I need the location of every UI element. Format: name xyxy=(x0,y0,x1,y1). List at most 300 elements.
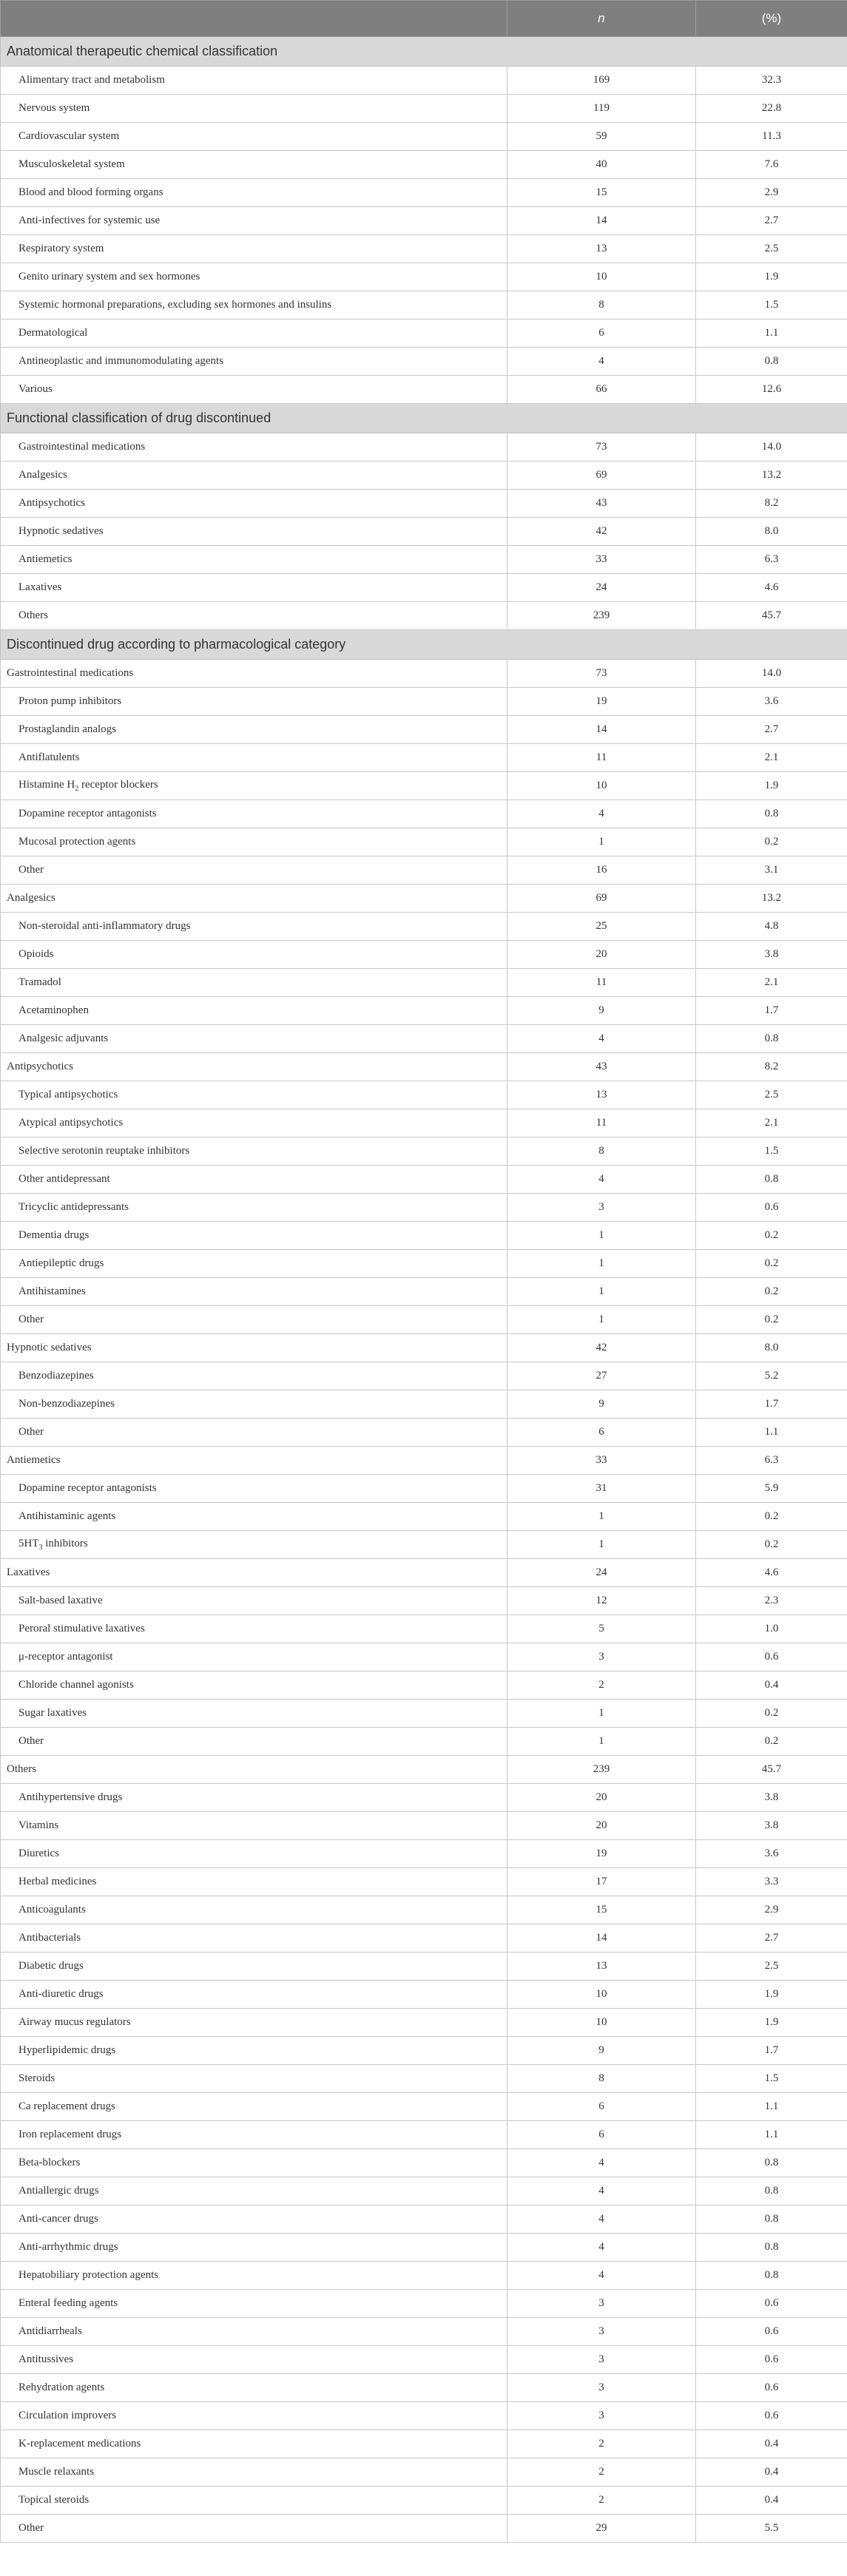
table-row xyxy=(1,1278,847,1306)
row-count: 1 xyxy=(507,1531,696,1559)
row-label-tail: inhibitors xyxy=(42,1538,88,1549)
row-label: Dementia drugs xyxy=(1,1222,507,1250)
row-label: Antipsychotics xyxy=(1,490,507,518)
row-count: 24 xyxy=(507,1559,696,1587)
row-count: 6 xyxy=(507,2093,696,2121)
row-label: Topical steroids xyxy=(1,2487,507,2515)
table-row xyxy=(1,1587,847,1615)
row-count: 4 xyxy=(507,348,696,376)
row-percent: 2.5 xyxy=(696,235,847,263)
row-label: Laxatives xyxy=(1,574,507,602)
row-percent: 2.7 xyxy=(696,1924,847,1953)
row-count: 33 xyxy=(507,546,696,574)
row-label xyxy=(1,772,507,800)
table-row xyxy=(1,744,847,772)
table-row xyxy=(1,1306,847,1334)
table-row xyxy=(1,660,847,688)
table-row xyxy=(1,1531,847,1559)
row-label: Musculoskeletal system xyxy=(1,151,507,179)
row-percent: 3.8 xyxy=(696,941,847,969)
row-count: 1 xyxy=(507,1222,696,1250)
row-count: 1 xyxy=(507,1700,696,1728)
section-header-row xyxy=(1,630,847,660)
row-count: 73 xyxy=(507,660,696,688)
row-label-subscript: 3 xyxy=(38,1544,43,1552)
row-percent: 1.9 xyxy=(696,1981,847,2009)
row-percent: 0.2 xyxy=(696,1278,847,1306)
row-label: Dopamine receptor antagonists xyxy=(1,1475,507,1503)
row-count: 4 xyxy=(507,2234,696,2262)
row-label: Others xyxy=(1,602,507,630)
row-percent: 1.5 xyxy=(696,2065,847,2093)
table-row xyxy=(1,688,847,716)
row-label: Nervous system xyxy=(1,95,507,123)
table-row xyxy=(1,546,847,574)
table-row xyxy=(1,2009,847,2037)
row-percent: 8.0 xyxy=(696,518,847,546)
table-row xyxy=(1,1728,847,1756)
table-row xyxy=(1,1784,847,1812)
row-percent: 45.7 xyxy=(696,602,847,630)
row-count: 14 xyxy=(507,716,696,744)
row-count: 25 xyxy=(507,913,696,941)
table-row xyxy=(1,1390,847,1419)
row-count: 15 xyxy=(507,179,696,207)
table-row xyxy=(1,997,847,1025)
table-row xyxy=(1,1250,847,1278)
header-n: n xyxy=(507,1,696,37)
table-row xyxy=(1,2515,847,2543)
row-count: 9 xyxy=(507,997,696,1025)
row-count: 10 xyxy=(507,772,696,800)
row-count: 43 xyxy=(507,490,696,518)
row-count: 29 xyxy=(507,2515,696,2543)
row-percent: 0.8 xyxy=(696,2177,847,2205)
row-count: 4 xyxy=(507,800,696,828)
row-percent: 2.7 xyxy=(696,207,847,235)
row-label: Respiratory system xyxy=(1,235,507,263)
row-count: 1 xyxy=(507,1250,696,1278)
row-percent: 2.5 xyxy=(696,1081,847,1109)
row-percent: 2.1 xyxy=(696,969,847,997)
row-count: 73 xyxy=(507,433,696,462)
row-label: Enteral feeding agents xyxy=(1,2290,507,2318)
row-label: Prostaglandin analogs xyxy=(1,716,507,744)
row-count: 24 xyxy=(507,574,696,602)
table-row xyxy=(1,969,847,997)
row-percent: 3.1 xyxy=(696,856,847,885)
table-row xyxy=(1,2093,847,2121)
row-percent: 2.9 xyxy=(696,1896,847,1924)
row-percent: 0.4 xyxy=(696,2487,847,2515)
row-label: Steroids xyxy=(1,2065,507,2093)
row-percent: 3.6 xyxy=(696,1840,847,1868)
row-label: Opioids xyxy=(1,941,507,969)
row-percent: 1.7 xyxy=(696,2037,847,2065)
section-header-row xyxy=(1,404,847,433)
row-label: Other xyxy=(1,1419,507,1447)
row-label: Tricyclic antidepressants xyxy=(1,1194,507,1222)
row-label: Atypical antipsychotics xyxy=(1,1109,507,1137)
row-percent: 8.0 xyxy=(696,1334,847,1362)
table-row xyxy=(1,2374,847,2402)
row-percent: 0.2 xyxy=(696,1728,847,1756)
row-count: 3 xyxy=(507,2402,696,2430)
row-label: Chloride channel agonists xyxy=(1,1671,507,1700)
row-label: Antihypertensive drugs xyxy=(1,1784,507,1812)
row-count: 3 xyxy=(507,1643,696,1671)
row-count: 169 xyxy=(507,67,696,95)
table-row xyxy=(1,2318,847,2346)
row-percent: 0.8 xyxy=(696,2205,847,2234)
row-label: Acetaminophen xyxy=(1,997,507,1025)
row-count: 3 xyxy=(507,2374,696,2402)
row-count: 27 xyxy=(507,1362,696,1390)
table-header xyxy=(1,1,847,37)
row-percent: 4.8 xyxy=(696,913,847,941)
row-percent: 11.3 xyxy=(696,123,847,151)
row-label: Antiemetics xyxy=(1,546,507,574)
row-percent: 1.9 xyxy=(696,2009,847,2037)
row-label: Anti-arrhythmic drugs xyxy=(1,2234,507,2262)
row-label: Vitamins xyxy=(1,1812,507,1840)
row-label: Non-benzodiazepines xyxy=(1,1390,507,1419)
row-percent: 0.8 xyxy=(696,2262,847,2290)
row-label: Selective serotonin reuptake inhibitors xyxy=(1,1137,507,1166)
row-label: Analgesics xyxy=(1,885,507,913)
row-count: 17 xyxy=(507,1868,696,1896)
row-label: Antiemetics xyxy=(1,1447,507,1475)
row-count: 3 xyxy=(507,2290,696,2318)
row-label: Laxatives xyxy=(1,1559,507,1587)
row-label: Anti-diuretic drugs xyxy=(1,1981,507,2009)
table-row xyxy=(1,348,847,376)
row-label: Antiallergic drugs xyxy=(1,2177,507,2205)
row-label: Dermatological xyxy=(1,320,507,348)
row-count: 9 xyxy=(507,1390,696,1419)
row-percent: 4.6 xyxy=(696,1559,847,1587)
row-label: Dopamine receptor antagonists xyxy=(1,800,507,828)
row-label: Circulation improvers xyxy=(1,2402,507,2430)
row-count: 19 xyxy=(507,1840,696,1868)
row-count: 3 xyxy=(507,2346,696,2374)
row-label: Other xyxy=(1,856,507,885)
header-percent: (%) xyxy=(696,1,847,37)
row-label: Iron replacement drugs xyxy=(1,2121,507,2149)
row-count: 1 xyxy=(507,1278,696,1306)
row-count: 8 xyxy=(507,1137,696,1166)
table-row xyxy=(1,1615,847,1643)
table-row xyxy=(1,263,847,291)
row-count: 1 xyxy=(507,828,696,856)
row-percent: 1.5 xyxy=(696,1137,847,1166)
row-label: Diuretics xyxy=(1,1840,507,1868)
row-count: 69 xyxy=(507,462,696,490)
table-row xyxy=(1,291,847,320)
row-count: 42 xyxy=(507,1334,696,1362)
table-row xyxy=(1,913,847,941)
table-row xyxy=(1,2430,847,2458)
row-label-subscript: 2 xyxy=(75,785,79,793)
row-percent: 32.3 xyxy=(696,67,847,95)
row-percent: 0.8 xyxy=(696,2234,847,2262)
row-label: Ca replacement drugs xyxy=(1,2093,507,2121)
table-row xyxy=(1,1700,847,1728)
table-row xyxy=(1,1812,847,1840)
table-row xyxy=(1,1166,847,1194)
row-percent: 12.6 xyxy=(696,376,847,404)
row-label: Sugar laxatives xyxy=(1,1700,507,1728)
row-count: 6 xyxy=(507,1419,696,1447)
row-count: 4 xyxy=(507,2205,696,2234)
row-label: Tramadol xyxy=(1,969,507,997)
row-count: 15 xyxy=(507,1896,696,1924)
row-percent: 14.0 xyxy=(696,660,847,688)
row-count: 11 xyxy=(507,1109,696,1137)
row-label: Systemic hormonal preparations, excluding sex hormones and insulins xyxy=(1,291,507,320)
row-percent: 0.8 xyxy=(696,1025,847,1053)
row-percent: 3.8 xyxy=(696,1784,847,1812)
row-label xyxy=(1,1531,507,1559)
row-count: 19 xyxy=(507,688,696,716)
row-percent: 0.2 xyxy=(696,1503,847,1531)
table-row xyxy=(1,123,847,151)
section-title: Anatomical therapeutic chemical classification xyxy=(1,37,847,67)
row-count: 239 xyxy=(507,1756,696,1784)
row-percent: 14.0 xyxy=(696,433,847,462)
table-row xyxy=(1,320,847,348)
row-label: Mucosal protection agents xyxy=(1,828,507,856)
table-row xyxy=(1,1222,847,1250)
row-percent: 0.2 xyxy=(696,1250,847,1278)
row-label: Analgesics xyxy=(1,462,507,490)
row-percent: 0.6 xyxy=(696,2346,847,2374)
table-row xyxy=(1,490,847,518)
table-row xyxy=(1,1025,847,1053)
row-percent: 2.9 xyxy=(696,179,847,207)
table-row xyxy=(1,1447,847,1475)
row-count: 5 xyxy=(507,1615,696,1643)
row-label: Antihistaminic agents xyxy=(1,1503,507,1531)
row-count: 6 xyxy=(507,2121,696,2149)
table-row xyxy=(1,1559,847,1587)
row-count: 66 xyxy=(507,376,696,404)
row-label: Other xyxy=(1,1306,507,1334)
row-percent: 0.6 xyxy=(696,2290,847,2318)
table-body xyxy=(1,37,847,2543)
row-count: 59 xyxy=(507,123,696,151)
table-row xyxy=(1,2149,847,2177)
row-label-text: 5HT xyxy=(18,1538,39,1549)
row-label: Other xyxy=(1,2515,507,2543)
table-row xyxy=(1,1137,847,1166)
row-label: Anti-cancer drugs xyxy=(1,2205,507,2234)
row-percent: 1.1 xyxy=(696,2121,847,2149)
header-label xyxy=(1,1,507,37)
row-label: Antitussives xyxy=(1,2346,507,2374)
row-count: 4 xyxy=(507,1025,696,1053)
table-row xyxy=(1,462,847,490)
row-label: Antibacterials xyxy=(1,1924,507,1953)
row-percent: 0.8 xyxy=(696,1166,847,1194)
table-row xyxy=(1,151,847,179)
table-row xyxy=(1,1362,847,1390)
row-count: 4 xyxy=(507,2177,696,2205)
row-label: Analgesic adjuvants xyxy=(1,1025,507,1053)
row-count: 1 xyxy=(507,1306,696,1334)
table-row xyxy=(1,207,847,235)
row-count: 4 xyxy=(507,2149,696,2177)
row-percent: 0.8 xyxy=(696,800,847,828)
row-count: 20 xyxy=(507,1812,696,1840)
row-count: 12 xyxy=(507,1587,696,1615)
table-row xyxy=(1,179,847,207)
row-count: 69 xyxy=(507,885,696,913)
row-count: 4 xyxy=(507,2262,696,2290)
row-count: 20 xyxy=(507,941,696,969)
table-row xyxy=(1,716,847,744)
row-count: 13 xyxy=(507,1953,696,1981)
row-percent: 1.1 xyxy=(696,320,847,348)
row-count: 2 xyxy=(507,1671,696,1700)
table-row xyxy=(1,2262,847,2290)
row-label: Non-steroidal anti-inflammatory drugs xyxy=(1,913,507,941)
row-percent: 1.7 xyxy=(696,1390,847,1419)
table-row xyxy=(1,1503,847,1531)
row-percent: 2.1 xyxy=(696,744,847,772)
row-count: 8 xyxy=(507,2065,696,2093)
table-row xyxy=(1,2065,847,2093)
row-label: Proton pump inhibitors xyxy=(1,688,507,716)
row-label-tail: receptor blockers xyxy=(78,779,158,791)
table-row xyxy=(1,2346,847,2374)
row-count: 239 xyxy=(507,602,696,630)
row-percent: 2.7 xyxy=(696,716,847,744)
row-label: Antiepileptic drugs xyxy=(1,1250,507,1278)
table-row xyxy=(1,2290,847,2318)
table-row xyxy=(1,2234,847,2262)
row-label: Blood and blood forming organs xyxy=(1,179,507,207)
row-label: Herbal medicines xyxy=(1,1868,507,1896)
row-label: Antipsychotics xyxy=(1,1053,507,1081)
row-label: Other xyxy=(1,1728,507,1756)
row-count: 42 xyxy=(507,518,696,546)
row-label: Salt-based laxative xyxy=(1,1587,507,1615)
table-row xyxy=(1,2487,847,2515)
row-percent: 0.8 xyxy=(696,348,847,376)
row-percent: 0.6 xyxy=(696,2374,847,2402)
table-row xyxy=(1,1643,847,1671)
row-label: Diabetic drugs xyxy=(1,1953,507,1981)
row-percent: 2.5 xyxy=(696,1953,847,1981)
row-label: Cardiovascular system xyxy=(1,123,507,151)
row-label: Hypnotic sedatives xyxy=(1,1334,507,1362)
table-row xyxy=(1,772,847,800)
row-count: 31 xyxy=(507,1475,696,1503)
row-label: Rehydration agents xyxy=(1,2374,507,2402)
table-row xyxy=(1,1896,847,1924)
row-label: Hepatobiliary protection agents xyxy=(1,2262,507,2290)
section-title: Functional classification of drug discontinued xyxy=(1,404,847,433)
table-row xyxy=(1,1081,847,1109)
row-percent: 7.6 xyxy=(696,151,847,179)
row-count: 13 xyxy=(507,235,696,263)
row-count: 1 xyxy=(507,1503,696,1531)
row-count: 20 xyxy=(507,1784,696,1812)
table-row xyxy=(1,1194,847,1222)
row-count: 10 xyxy=(507,2009,696,2037)
table-row xyxy=(1,235,847,263)
row-count: 14 xyxy=(507,207,696,235)
table-row xyxy=(1,2177,847,2205)
row-percent: 0.2 xyxy=(696,1531,847,1559)
row-percent: 1.9 xyxy=(696,772,847,800)
row-percent: 13.2 xyxy=(696,885,847,913)
table-row xyxy=(1,828,847,856)
row-percent: 2.3 xyxy=(696,1587,847,1615)
table-row xyxy=(1,856,847,885)
row-percent: 6.3 xyxy=(696,1447,847,1475)
row-percent: 0.6 xyxy=(696,1643,847,1671)
row-count: 3 xyxy=(507,1194,696,1222)
row-percent: 0.2 xyxy=(696,828,847,856)
table-row xyxy=(1,1334,847,1362)
row-percent: 8.2 xyxy=(696,490,847,518)
row-percent: 1.5 xyxy=(696,291,847,320)
table-row xyxy=(1,1419,847,1447)
table-row xyxy=(1,518,847,546)
row-count: 33 xyxy=(507,1447,696,1475)
row-count: 40 xyxy=(507,151,696,179)
row-label: Typical antipsychotics xyxy=(1,1081,507,1109)
row-percent: 1.0 xyxy=(696,1615,847,1643)
table-row xyxy=(1,602,847,630)
table-row xyxy=(1,2037,847,2065)
row-percent: 8.2 xyxy=(696,1053,847,1081)
row-label: Various xyxy=(1,376,507,404)
row-count: 10 xyxy=(507,1981,696,2009)
row-label: Anti-infectives for systemic use xyxy=(1,207,507,235)
row-percent: 3.8 xyxy=(696,1812,847,1840)
row-label: Antihistamines xyxy=(1,1278,507,1306)
row-percent: 6.3 xyxy=(696,546,847,574)
row-count: 2 xyxy=(507,2458,696,2487)
row-percent: 1.1 xyxy=(696,1419,847,1447)
row-label: K-replacement medications xyxy=(1,2430,507,2458)
row-percent: 4.6 xyxy=(696,574,847,602)
row-count: 3 xyxy=(507,2318,696,2346)
row-percent: 0.6 xyxy=(696,2318,847,2346)
row-count: 6 xyxy=(507,320,696,348)
table-row xyxy=(1,2205,847,2234)
row-percent: 0.4 xyxy=(696,2458,847,2487)
row-count: 2 xyxy=(507,2487,696,2515)
row-count: 10 xyxy=(507,263,696,291)
row-label: Beta-blockers xyxy=(1,2149,507,2177)
row-percent: 5.2 xyxy=(696,1362,847,1390)
row-percent: 45.7 xyxy=(696,1756,847,1784)
table-row xyxy=(1,574,847,602)
table-row xyxy=(1,376,847,404)
section-header-row xyxy=(1,37,847,67)
row-percent: 0.2 xyxy=(696,1700,847,1728)
row-count: 2 xyxy=(507,2430,696,2458)
row-count: 8 xyxy=(507,291,696,320)
table-row xyxy=(1,1109,847,1137)
row-percent: 13.2 xyxy=(696,462,847,490)
table-row xyxy=(1,941,847,969)
row-label: Antineoplastic and immunomodulating agents xyxy=(1,348,507,376)
